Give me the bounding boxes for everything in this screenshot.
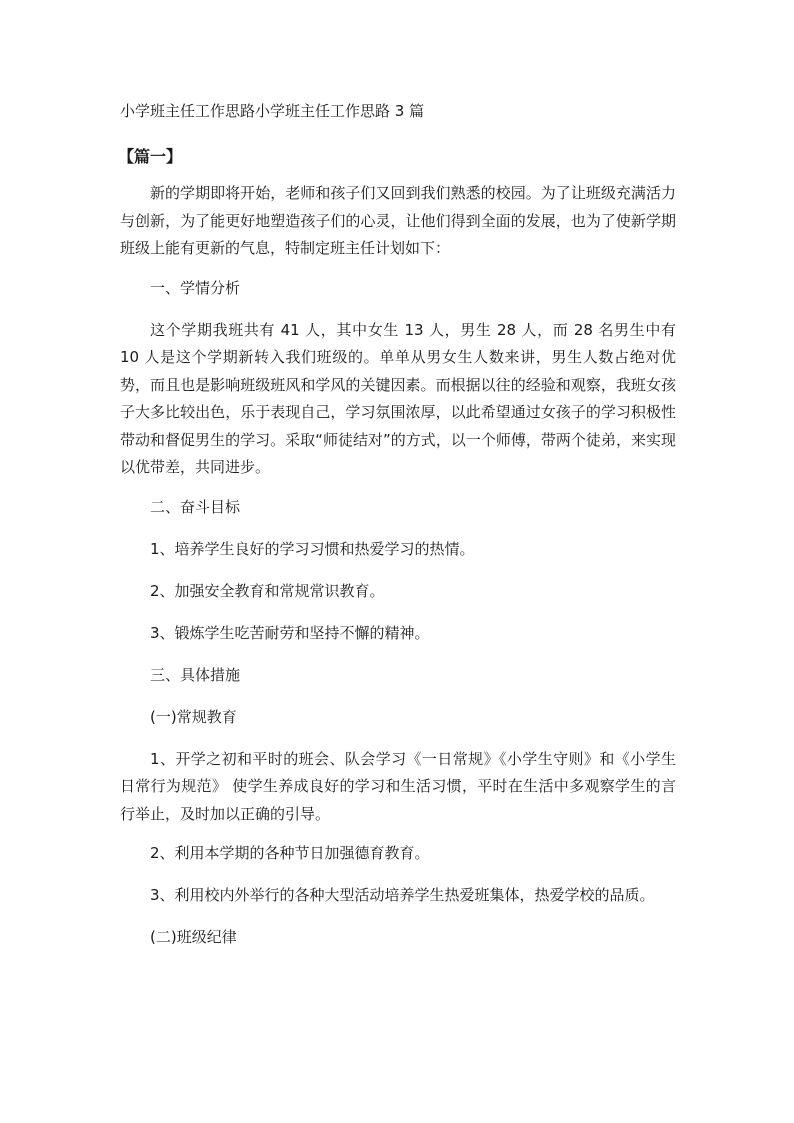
goal-item-3: 3、锻炼学生吃苦耐劳和坚持不懈的精神。 — [150, 623, 430, 642]
heading-measures: 三、具体措施 — [150, 665, 241, 684]
document-title: 小学班主任工作思路小学班主任工作思路 3 篇 — [120, 102, 425, 120]
measure-item-1: 1、开学之初和平时的班会、队会学习《一日常规》《小学生守则》和《小学生日常行为规范》 使学生养成良好的学习和生活习惯，平时在生活中多观察学生的言行举止，及时加以正确的引导。 — [120, 749, 676, 823]
document-body — [120, 180, 676, 966]
heading-goals: 二、奋斗目标 — [150, 497, 241, 516]
subheading-routine-education: (一)常规教育 — [150, 707, 237, 726]
section-label: 【篇一】 — [118, 147, 183, 166]
measure-item-3: 3、利用校内外举行的各种大型活动培养学生热爱班集体，热爱学校的品质。 — [150, 886, 655, 904]
measure-item-2: 2、利用本学期的各种节日加强德育教育。 — [150, 844, 430, 862]
intro-paragraph: 新的学期即将开始，老师和孩子们又回到我们熟悉的校园。为了让班级充满活力与创新，为了能更好地塑造孩子们的心灵，让他们得到全面的发展，也为了使新学期班级上能有更新的气息，特制定班主任计划如下： — [120, 184, 676, 257]
subheading-class-discipline: (二)班级纪律 — [150, 928, 237, 946]
heading-analysis: 一、学情分析 — [150, 278, 241, 297]
analysis-paragraph: 这个学期我班共有 41 人，其中女生 13 人，男生 28 人，而 28 名男生中有 10 人是这个学期新转入我们班级的。单单从男女生人数来讲，男生人数占绝对优势，而且也是影响班级班风和学风的关键因素。而根据以往的经验和观察，我班女孩子大多比较出色，乐于表现自己，学习氛围浓厚，以此希望通过女孩子的学习积极性带动和督促男生的学习。采取“师徒结对”的方式，以一个师傅，带两个徒弟，来实现以优带差，共同进步。 — [120, 320, 676, 476]
goal-item-2: 2、加强安全教育和常规常识教育。 — [150, 581, 385, 600]
goal-item-1: 1、培养学生良好的学习习惯和热爱学习的热情。 — [150, 539, 475, 558]
